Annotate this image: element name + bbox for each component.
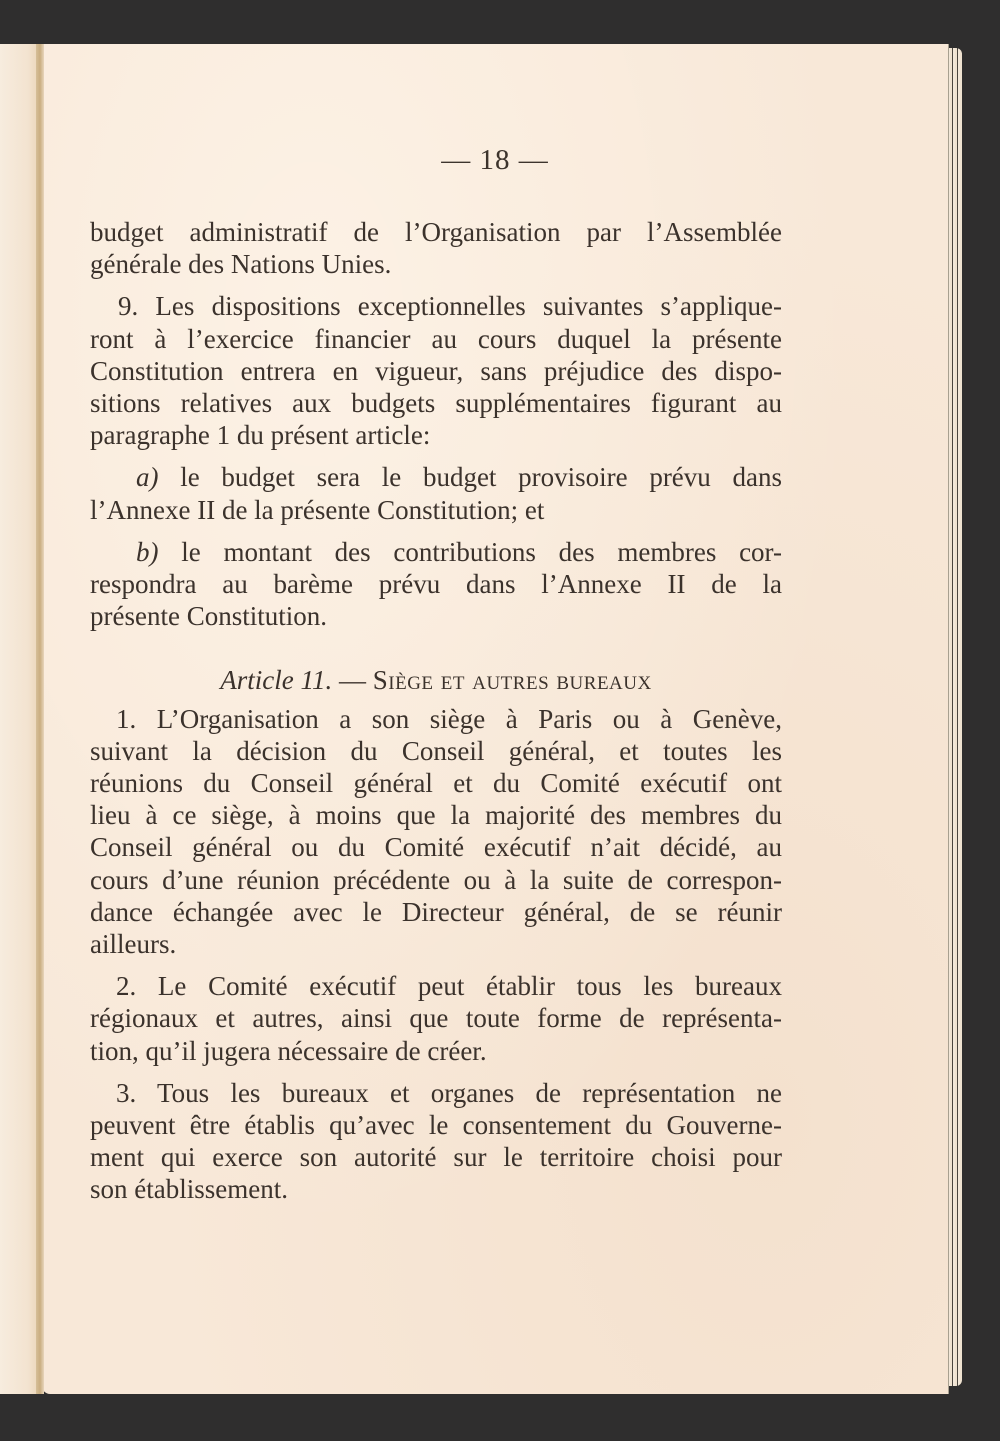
page-number: — 18 — xyxy=(441,144,549,176)
article-paragraph-1: 1. L’Organisation a son siège à Paris ou à Genève, suivant la décision du Conseil général, et toutes les réunions du Conseil général et du Comité exécutif ont lieu à ce siège, à moins que la majorité des membres du Conseil général ou du Comité exécutif n’ait décidé, au cours d’une réunion précédente ou à la suite de correspon- dance échangée avec le Directeur général, de se réunir ailleurs. xyxy=(90,703,782,960)
article-label: Article 11. xyxy=(220,665,333,696)
text-block xyxy=(90,216,782,1206)
facing-page-edge xyxy=(0,44,40,1394)
item-a: a) le budget sera le budget provisoire prévu dans l’Annexe II de la présente Constitution; et xyxy=(90,462,782,525)
article-paragraph-2: 2. Le Comité exécutif peut établir tous les bureaux régionaux et autres, ainsi que toute forme de représenta- tion, qu’il jugera nécessaire de créer. xyxy=(90,971,782,1066)
article-title: Siège et autres bureaux xyxy=(372,665,652,696)
paragraph-9: 9. Les dispositions exceptionnelles suivantes s’applique- ront à l’exercice financier au cours duquel la présente Constitution entrera en vigueur, sans préjudice des dispo- sitions relatives aux budgets supplémentaires figurant au paragraphe 1 du présent article: xyxy=(90,291,782,451)
item-b: b) le montant des contributions des membres cor- respondra au barème prévu dans l’Annexe II de la présente Constitution. xyxy=(90,536,782,632)
book-gutter xyxy=(36,44,44,1394)
item-a-marker: a) xyxy=(136,462,159,493)
item-b-marker: b) xyxy=(136,536,159,567)
article-heading: Article 11. — Siège et autres bureaux xyxy=(220,665,652,696)
article-paragraph-3: 3. Tous les bureaux et organes de représentation ne peuvent être établis qu’avec le consentement du Gouverne- ment qui exerce son autorité sur le territoire choisi pour son établissement. xyxy=(90,1077,782,1205)
book-page xyxy=(42,44,949,1394)
continuation-paragraph: budget administratif de l’Organisation par l’Assemblée générale des Nations Unies. xyxy=(90,217,782,280)
